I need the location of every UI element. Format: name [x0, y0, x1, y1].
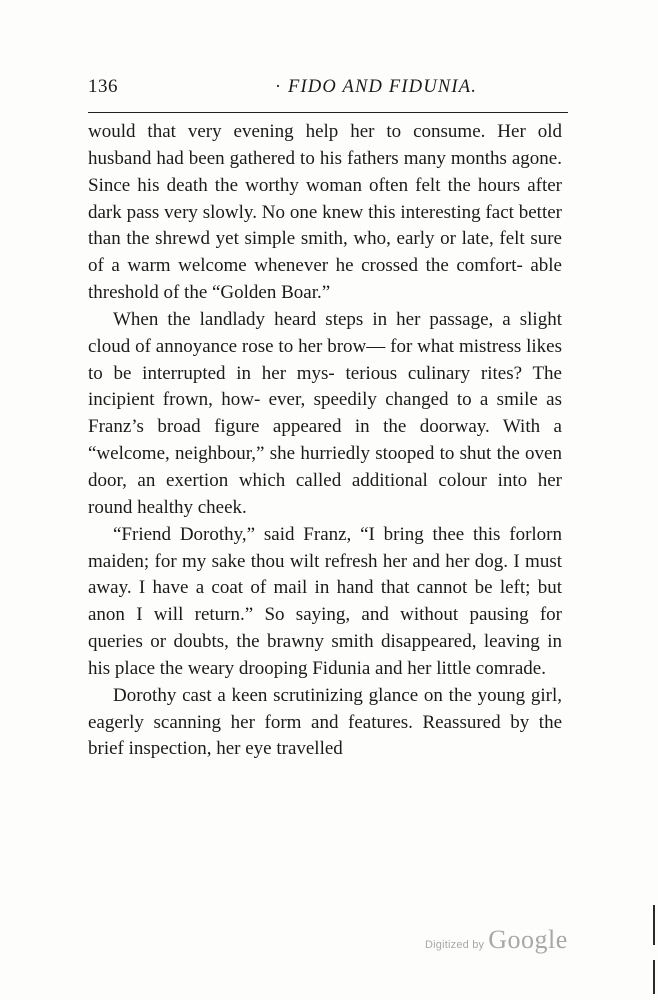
- running-title: FIDO AND FIDUNIA.: [288, 77, 478, 97]
- header-rule: [88, 112, 568, 113]
- scan-edge-mark: [653, 905, 655, 945]
- page-number: 136: [88, 76, 118, 97]
- running-head: [88, 76, 568, 100]
- scan-edge-mark-lower: [653, 960, 655, 994]
- watermark-prefix: Digitized by: [425, 939, 485, 951]
- digitized-watermark: [425, 925, 568, 955]
- paragraph-1: would that very evening help her to consume. Her old husband had been gathered to his fathers many months agone. Since his death the worthy woman often felt the hours after dark pass very slowly. No one knew this interesting fact better than the shrewd yet simple smith, who, early or late, felt sure of a warm welcome whenever he crossed the comfort- able threshold of the “Golden Boar.”: [88, 121, 562, 304]
- paragraph-4: Dorothy cast a keen scrutinizing glance on the young girl, eagerly scanning her form and features. Reassured by the brief inspection, her eye travelled: [88, 684, 562, 760]
- paragraph-2: When the landlady heard steps in her passage, a slight cloud of annoyance rose to her brow— for what mistress likes to be interrupted in her mys- terious culinary rites? The incipient frown, how- ever, speedily changed to a smile as Franz’s broad figure appeared in the doorway. With a “welcome, neighbour,” she hurriedly stooped to shut the oven door, an exertion which called additional colour into her round healthy cheek.: [88, 308, 562, 518]
- paragraph-3: “Friend Dorothy,” said Franz, “I bring thee this forlorn maiden; for my sake thou wilt refresh her and her dog. I must away. I have a coat of mail in hand that cannot be left; but anon I will return.” So saying, and without pausing for queries or doubts, the brawny smith disappeared, leaving in his place the weary drooping Fidunia and her little comrade.: [88, 523, 562, 679]
- body-text: [88, 119, 562, 763]
- running-head-dot: ·: [275, 76, 281, 96]
- watermark-brand: Google: [488, 925, 568, 954]
